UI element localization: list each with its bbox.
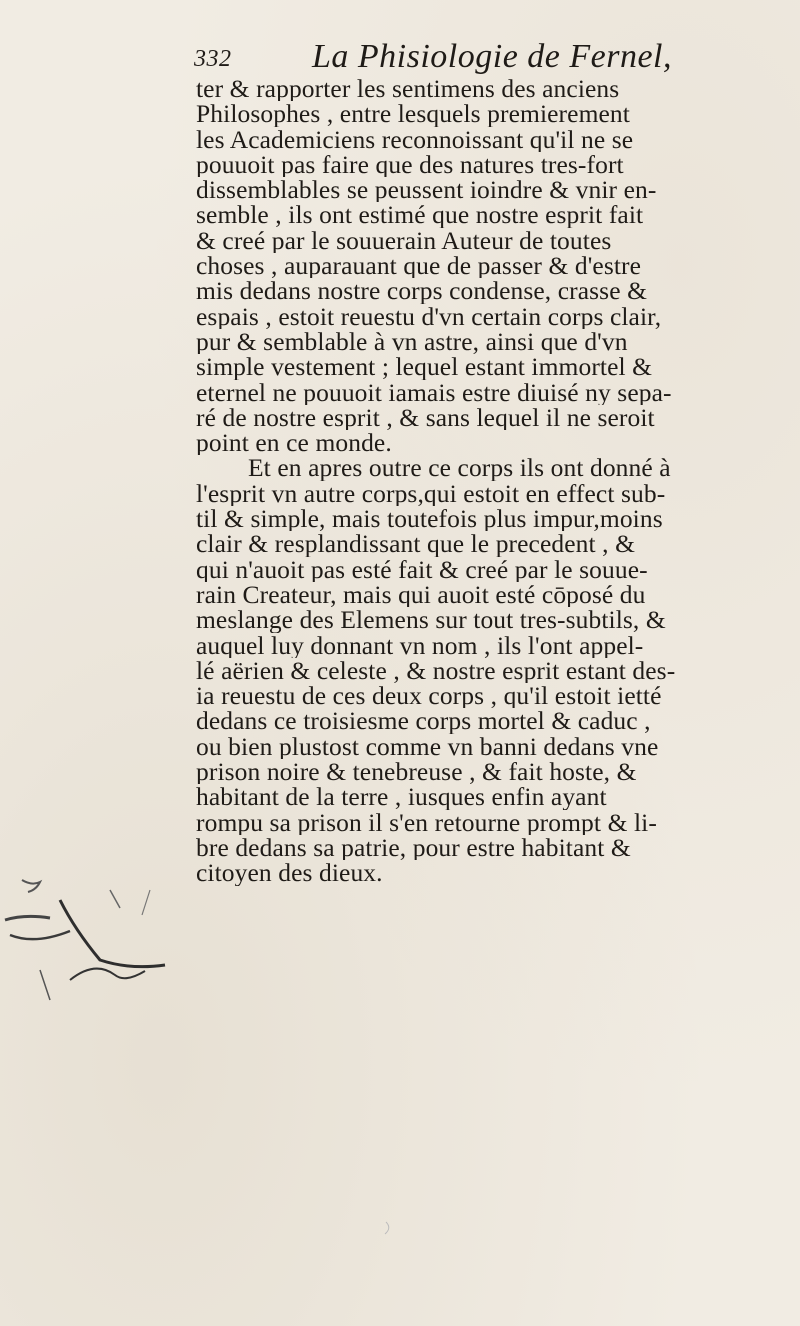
text-line: ter & rapporter les sentimens des anciens (196, 76, 620, 102)
running-title: La Phisiologie de Fernel, (312, 38, 673, 75)
text-line: Philosophes , entre lesquels premierement (196, 101, 630, 127)
text-line: mis dedans nostre corps condense, crasse & (196, 278, 648, 304)
text-line: l'esprit vn autre corps,qui estoit en effect sub- (196, 480, 666, 507)
body-text (196, 76, 766, 886)
page-number: 332 (194, 46, 232, 72)
text-line: clair & resplandissant que le precedent , & (196, 531, 636, 557)
margin-ink-marks (0, 860, 200, 1020)
paragraph-start-line: Et en apres outre ce corps ils ont donné à (248, 455, 671, 481)
text-line: bre dedans sa patrie, pour estre habitant & (196, 834, 631, 861)
faint-ink-mark (384, 1220, 394, 1236)
text-line: point en ce monde. (196, 430, 392, 456)
text-line: espais , estoit reuestu d'vn certain corps clair, (196, 303, 662, 329)
text-line: les Academiciens reconnoissant qu'il ne se (196, 126, 634, 152)
text-line: qui n'auoit pas esté fait & creé par le souue- (196, 556, 648, 582)
text-line: ia reuestu de ces deux corps , qu'il estoit ietté (196, 683, 662, 709)
text-line: choses , auparauant que de passer & d'estre (196, 253, 642, 279)
text-line: simple vestement ; lequel estant immortel & (196, 354, 653, 380)
text-line: til & simple, mais toutefois plus impur,moins (196, 506, 663, 532)
text-line: & creé par le souuerain Auteur de toutes (196, 227, 612, 254)
text-line: ré de nostre esprit , & sans lequel il ne seroit (196, 404, 655, 431)
text-line: habitant de la terre , iusques enfin ayant (196, 784, 607, 810)
text-line: citoyen des dieux. (196, 860, 383, 886)
text-line: meslange des Elemens sur tout tres-subtils, & (196, 607, 666, 633)
text-line: ou bien plustost comme vn banni dedans vne (196, 733, 659, 760)
text-line: pur & semblable à vn astre, ainsi que d'vn (196, 328, 628, 355)
text-line: auquel luy donnant vn nom , ils l'ont appel- (196, 632, 644, 658)
text-line: semble , ils ont estimé que nostre esprit fait (196, 202, 644, 228)
text-line: dedans ce troisiesme corps mortel & caduc , (196, 708, 651, 734)
text-line: rain Createur, mais qui auoit esté cōposé du (196, 581, 646, 608)
text-line: dissemblables se peussent ioindre & vnir en- (196, 177, 657, 203)
text-line: eternel ne pouuoit iamais estre diuisé ny sepa- (196, 379, 672, 405)
text-line: pouuoit pas faire que des natures tres-fort (196, 151, 624, 178)
text-line: rompu sa prison il s'en retourne prompt & li- (196, 809, 657, 835)
text-line: lé aërien & celeste , & nostre esprit estant des- (196, 657, 676, 684)
text-line: prison noire & tenebreuse , & fait hoste, & (196, 759, 637, 785)
